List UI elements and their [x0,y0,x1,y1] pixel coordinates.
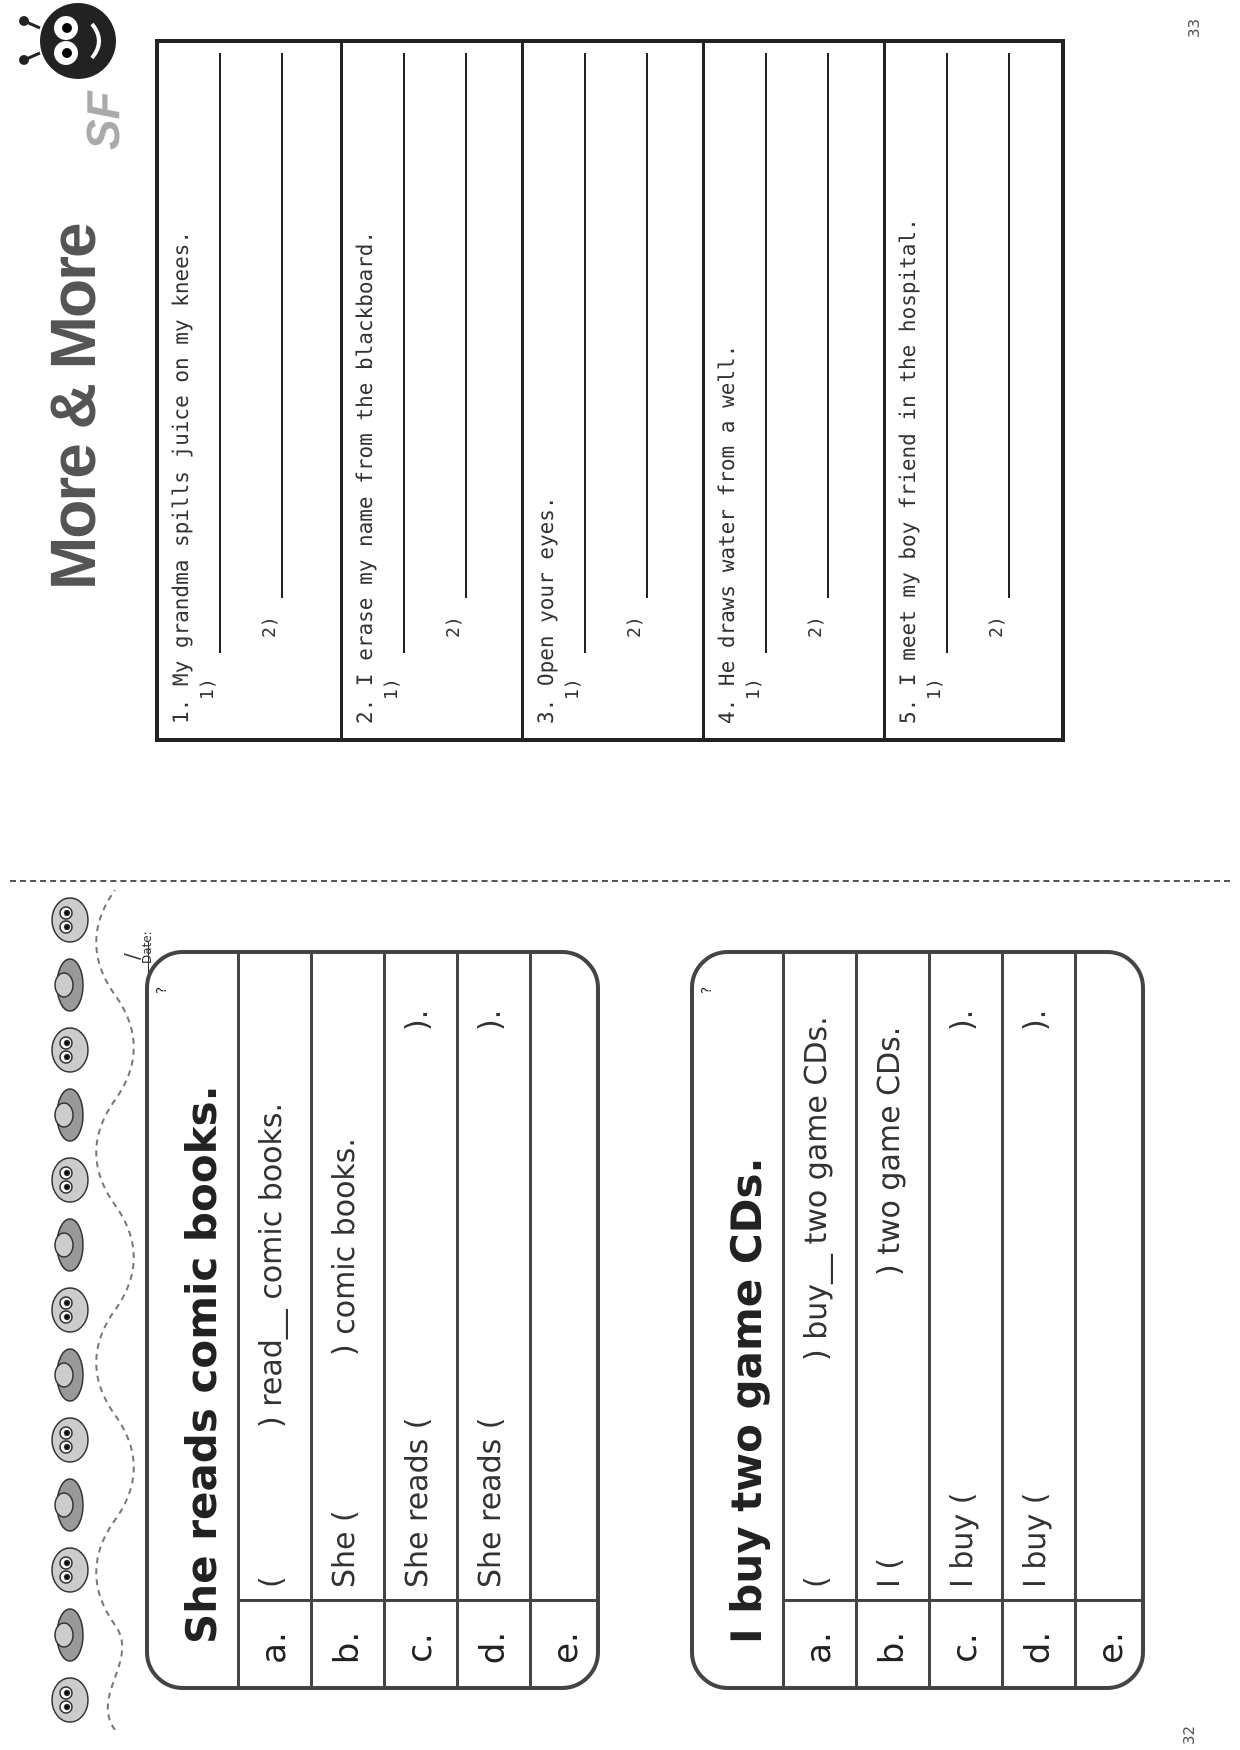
row-end: ) comic books. [327,1138,362,1356]
row-start: I ( [872,1557,907,1588]
answer-label-2: 2) [443,616,464,638]
exercise-prompt: 2. I erase my name from the blackboard. [353,230,377,724]
exercise-row [883,43,1064,738]
answer-row [928,954,1001,1686]
exercise-row [521,43,702,738]
answer-label-2: 2) [259,616,280,638]
answer-line [281,53,283,598]
mascot-logo-icon [18,0,128,88]
question-mark: ? [155,987,170,994]
exercise-prompt: 5. I meet my boy friend in the hospital. [896,218,920,724]
answer-label-1: 1) [381,678,402,700]
row-letter: b. [327,1631,367,1665]
panel-title: I buy two game CDs. [722,1157,771,1644]
row-start: I buy ( [1018,1492,1053,1588]
exercise-table [155,39,1065,742]
row-letter: e. [1091,1632,1131,1664]
answer-line [765,53,767,653]
row-letter: d. [473,1631,513,1665]
alien-icon [52,898,88,1722]
answer-row [383,954,456,1686]
date-label: Date: [140,931,154,964]
row-letter: d. [1018,1631,1058,1665]
row-start: She reads ( [473,1417,508,1588]
answer-label-2: 2) [805,616,826,638]
answer-row [237,954,310,1686]
exercise-prompt: 3. Open your eyes. [534,496,558,724]
exercise-prompt: 4. He draws water from a well. [715,344,739,724]
answer-row [1001,954,1074,1686]
answer-label-2: 2) [986,616,1007,638]
answer-row [456,954,529,1686]
answer-line [1008,53,1010,598]
answer-row [782,954,855,1686]
logo-suffix: SF [77,91,129,150]
worksheet-panel [145,950,600,1690]
row-end: ). [1018,1009,1053,1031]
row-end: ). [400,1009,435,1031]
answer-line [403,53,405,653]
row-start: I buy ( [945,1492,980,1588]
row-end: ). [473,1009,508,1031]
row-letter: a. [254,1632,294,1664]
date-separator: / [120,953,144,960]
answer-row [1074,954,1145,1686]
exercise-row [340,43,521,738]
question-mark: ? [700,987,715,994]
fold-line [10,880,1230,882]
answer-line [646,53,648,598]
worksheet-panel [690,950,1145,1690]
panel-title: She reads comic books. [177,1085,226,1644]
answer-row [529,954,600,1686]
row-letter: b. [872,1631,912,1665]
exercise-row [702,43,883,738]
row-letter: c. [945,1633,985,1663]
row-letter: e. [546,1632,586,1664]
row-end: ) read__ comic books. [254,1102,289,1428]
row-start: ( [799,1576,834,1588]
row-end: ). [945,1009,980,1031]
answer-line [827,53,829,598]
answer-label-1: 1) [197,678,218,700]
answer-row [855,954,928,1686]
exercise-row [159,43,340,738]
answer-label-1: 1) [924,678,945,700]
answer-row [310,954,383,1686]
answer-label-1: 1) [743,678,764,700]
logo-text: More & More [37,224,109,590]
answer-line [465,53,467,598]
answer-label-2: 2) [624,616,645,638]
alien-mascot-border [20,890,140,1730]
row-start: ( [254,1576,289,1588]
row-end: ) buy__ two game CDs. [799,1016,834,1361]
page-number: 32 [1180,1725,1198,1745]
left-page [0,875,1240,1750]
answer-line [584,53,586,653]
row-start: She reads ( [400,1417,435,1588]
answer-label-1: 1) [562,678,583,700]
row-letter: c. [400,1633,440,1663]
answer-line [219,53,221,653]
row-letter: a. [799,1632,839,1664]
page-number: 33 [1185,18,1203,38]
answer-rows [782,954,1141,1686]
exercise-prompt: 1. My grandma spills juice on my knees. [169,230,193,724]
row-end: ) two game CDs. [872,1026,907,1276]
row-start: She ( [327,1510,362,1588]
answer-line [946,53,948,653]
answer-rows [237,954,596,1686]
